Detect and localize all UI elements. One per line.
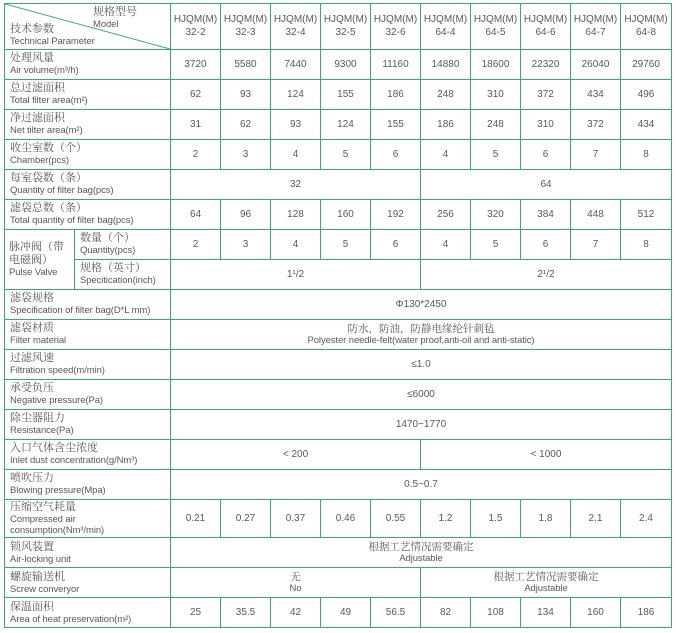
value-cell: 3720: [171, 50, 221, 80]
model-name: HJQM(M): [373, 14, 418, 25]
value-cell: 256: [421, 200, 471, 230]
value-cell: 0.55: [371, 500, 421, 538]
value-cell: 5: [471, 230, 521, 260]
label-zh: 喷吹压力: [10, 472, 54, 485]
model-name: HJQM(M): [473, 14, 518, 25]
value-cell: 108: [471, 598, 521, 628]
label-zh: 每室袋数（条）: [10, 172, 87, 185]
value-cell: 82: [421, 598, 471, 628]
label-zh: 总过滤面积: [10, 82, 65, 95]
value-cell: 4: [271, 140, 321, 170]
value-cell-32-series: 32: [171, 170, 421, 200]
value-cell: 155: [371, 110, 421, 140]
value-cell: 4: [271, 230, 321, 260]
value-cell: 7: [571, 140, 621, 170]
value-cell-64-series: 2¹/2: [421, 260, 672, 290]
row-bags-per-chamber: [5, 170, 672, 200]
corner-model-zh: 规格型号: [93, 6, 137, 18]
value-cell: 1.8: [521, 500, 571, 538]
row-label-heat-preservation: [5, 598, 171, 628]
value-cell: 8: [621, 230, 672, 260]
row-filter-material: [5, 320, 672, 350]
row-label-air-locking: [5, 538, 171, 568]
column-header-model-64-4: [421, 4, 471, 50]
model-name: HJQM(M): [624, 14, 668, 25]
label-en: Pulse Valve: [9, 266, 58, 278]
label-en: Air-locking unit: [10, 553, 71, 565]
label-en: Area of heat preservation(m²): [10, 613, 132, 625]
label-en: Negative pressure(Pa): [10, 395, 103, 407]
row-label-chamber: [5, 140, 171, 170]
value-cell: 4: [421, 140, 471, 170]
value-cell: 14880: [421, 50, 471, 80]
technical-parameter-table: [4, 3, 672, 628]
row-label-total-filter-area: [5, 80, 171, 110]
label-en: Blowing pressure(Mpa): [10, 485, 106, 497]
model-code: 32-4: [285, 26, 306, 38]
label-en: Specification of filter bag(D*L mm): [10, 305, 151, 317]
label-en: Filter material: [10, 335, 67, 347]
model-code: 32-6: [385, 26, 406, 38]
value-cell: 512: [621, 200, 672, 230]
row-screw-conveyor: [5, 568, 672, 598]
value-cell: 2: [171, 230, 221, 260]
row-air-consumption: [5, 500, 672, 538]
row-label-bag-spec: [5, 290, 171, 320]
model-name: HJQM(M): [323, 14, 368, 25]
value-cell-full: ≤1.0: [171, 350, 672, 380]
value-cell: 49: [321, 598, 371, 628]
model-name: HJQM(M): [573, 14, 618, 25]
value-cell: 56.5: [371, 598, 421, 628]
label-en: Air volume(m³/h): [10, 65, 79, 77]
row-air-locking: [5, 538, 672, 568]
column-header-model-64-8: [621, 4, 672, 50]
value-cell-full: 0.5~0.7: [171, 470, 672, 500]
model-name: HJQM(M): [173, 14, 218, 25]
label-zh: 保温面积: [10, 600, 54, 613]
value-cell: 192: [371, 200, 421, 230]
value-zh: 无: [290, 571, 301, 584]
value-cell: 25: [171, 598, 221, 628]
value-cell-64-series: 64: [421, 170, 672, 200]
label-en: Inlet dust concentration(g/Nm³): [10, 455, 138, 467]
value-cell-64-series: [421, 568, 672, 598]
value-cell: 5: [321, 230, 371, 260]
row-label-total-bags: [5, 200, 171, 230]
value-cell: 2.1: [571, 500, 621, 538]
row-net-filter-area: [5, 110, 672, 140]
corner-parameter-label: [10, 23, 95, 47]
value-cell: 310: [521, 110, 571, 140]
label-zh: 规格（英寸）: [80, 262, 146, 275]
label-zh: 处理风量: [10, 52, 54, 65]
value-cell: 0.27: [221, 500, 271, 538]
value-cell: 26040: [571, 50, 621, 80]
row-pulse-valve-quantity: [5, 230, 672, 260]
value-cell: 5: [471, 140, 521, 170]
value-cell: 5: [321, 140, 371, 170]
column-header-model-32-2: [171, 4, 221, 50]
label-zh: 滤袋材质: [10, 322, 54, 335]
value-cell-full: Φ130*2450: [171, 290, 672, 320]
row-inlet-dust: [5, 440, 672, 470]
label-zh: 过滤风速: [10, 352, 54, 365]
value-cell: 248: [471, 110, 521, 140]
value-cell: 22320: [521, 50, 571, 80]
value-zh: 根据工艺情况需要确定: [368, 541, 474, 554]
value-cell: 448: [571, 200, 621, 230]
value-cell-64-series: < 1000: [421, 440, 672, 470]
value-cell: 42: [271, 598, 321, 628]
value-cell: 6: [371, 140, 421, 170]
corner-model-en: Model: [93, 18, 119, 30]
value-cell-full: [171, 538, 672, 568]
value-cell: 7: [571, 230, 621, 260]
value-cell: 93: [221, 80, 271, 110]
row-filtration-speed: [5, 350, 672, 380]
label-zh: 入口气体含尘浓度: [10, 442, 98, 455]
value-cell: 186: [621, 598, 672, 628]
label-zh: 承受负压: [10, 382, 54, 395]
value-en: Adjustable: [399, 553, 443, 565]
value-cell: 128: [271, 200, 321, 230]
label-zh: 锁风装置: [10, 540, 54, 553]
value-cell: 64: [171, 200, 221, 230]
row-total-bags: [5, 200, 672, 230]
value-cell: 8: [621, 140, 672, 170]
value-en: Polyester needle-felt(water proof,anti-oil and anti-static): [307, 335, 535, 347]
value-cell: 0.46: [321, 500, 371, 538]
row-label-air-consumption: [5, 500, 171, 538]
row-label-pulse-valve: [5, 230, 75, 290]
value-cell: 62: [171, 80, 221, 110]
value-cell: 6: [371, 230, 421, 260]
row-sublabel-pulse-valve-spec: [75, 260, 171, 290]
row-pulse-valve-spec: [5, 260, 672, 290]
value-cell: 310: [471, 80, 521, 110]
row-heat-preservation: [5, 598, 672, 628]
value-cell: 372: [521, 80, 571, 110]
value-cell: 160: [571, 598, 621, 628]
value-en: No: [289, 583, 302, 595]
value-cell-32-series: [171, 568, 421, 598]
label-en: Total quantity of filter bag(pcs): [10, 215, 134, 227]
label-zh: 滤袋总数（条）: [10, 202, 87, 215]
value-cell: 4: [421, 230, 471, 260]
corner-parameter-en: Technical Parameter: [10, 35, 95, 47]
value-cell: 1.5: [471, 500, 521, 538]
column-header-model-32-4: [271, 4, 321, 50]
value-cell-32-series: 1¹/2: [171, 260, 421, 290]
label-en: Quantity of filter bag(pcs): [10, 185, 114, 197]
label-en: Screw converyor: [10, 583, 80, 595]
value-cell: 384: [521, 200, 571, 230]
corner-header-cell: [5, 4, 171, 50]
corner-model-label: [93, 6, 137, 30]
value-cell-full: [171, 320, 672, 350]
label-zh: 收尘室数（个）: [10, 142, 87, 155]
value-cell: 124: [321, 110, 371, 140]
column-header-model-64-5: [471, 4, 521, 50]
value-cell: 9300: [321, 50, 371, 80]
label-zh: 滤袋规格: [10, 292, 54, 305]
value-cell: 6: [521, 230, 571, 260]
row-label-net-filter-area: [5, 110, 171, 140]
label-en: Chamber(pcs): [10, 155, 69, 167]
value-cell: 2.4: [621, 500, 672, 538]
value-cell: 372: [571, 110, 621, 140]
row-label-bags-per-chamber: [5, 170, 171, 200]
value-cell: 248: [421, 80, 471, 110]
model-name: HJQM(M): [273, 14, 318, 25]
value-cell: 62: [221, 110, 271, 140]
row-chamber: [5, 140, 672, 170]
model-code: 64-6: [535, 26, 556, 38]
row-label-negative-pressure: [5, 380, 171, 410]
row-negative-pressure: [5, 380, 672, 410]
value-zh: 防水，防油，防静电缘纶针刺毡: [347, 322, 495, 335]
value-cell: 96: [221, 200, 271, 230]
label-en: Quantity(pcs): [80, 245, 136, 257]
value-cell-full: 1470~1770: [171, 410, 672, 440]
model-code: 64-5: [485, 26, 506, 38]
row-air-volume: [5, 50, 672, 80]
column-header-model-32-3: [221, 4, 271, 50]
value-cell: 7440: [271, 50, 321, 80]
label-zh: 数量（个）: [80, 232, 135, 245]
label-en: Specitication(inch): [80, 275, 156, 287]
label-en: Filtration speed(m/min): [10, 365, 105, 377]
row-label-filtration-speed: [5, 350, 171, 380]
value-cell: 134: [521, 598, 571, 628]
label-en: Total filter area(m²): [10, 95, 88, 107]
label-zh: 压缩空气耗量: [10, 501, 76, 513]
value-cell: 35.5: [221, 598, 271, 628]
row-label-resistance: [5, 410, 171, 440]
value-cell: 31: [171, 110, 221, 140]
model-code: 64-8: [635, 26, 656, 38]
value-cell: 160: [321, 200, 371, 230]
value-cell: 496: [621, 80, 672, 110]
label-zh: 脉冲阀（带电磁阀）: [9, 240, 64, 266]
row-resistance: [5, 410, 672, 440]
row-label-blowing-pressure: [5, 470, 171, 500]
model-code: 64-4: [435, 26, 456, 38]
value-cell: 1.2: [421, 500, 471, 538]
value-cell: 0.21: [171, 500, 221, 538]
label-en: Resistance(Pa): [10, 425, 74, 437]
model-code: 32-2: [185, 26, 206, 38]
value-cell: 6: [521, 140, 571, 170]
row-label-screw-conveyor: [5, 568, 171, 598]
row-total-filter-area: [5, 80, 672, 110]
value-cell: 434: [571, 80, 621, 110]
value-cell: 320: [471, 200, 521, 230]
value-cell: 93: [271, 110, 321, 140]
value-zh: 根据工艺情况需要确定: [493, 571, 599, 584]
value-cell: 3: [221, 140, 271, 170]
value-cell-32-series: < 200: [171, 440, 421, 470]
label-zh: 净过滤面积: [10, 112, 65, 125]
value-cell: 186: [421, 110, 471, 140]
row-label-inlet-dust: [5, 440, 171, 470]
label-zh: 螺旋输送机: [10, 570, 65, 583]
label-zh: 除尘器阻力: [10, 412, 65, 425]
value-cell: 0.37: [271, 500, 321, 538]
column-header-model-32-5: [321, 4, 371, 50]
header-row: [5, 4, 672, 50]
value-cell: 155: [321, 80, 371, 110]
value-cell: 3: [221, 230, 271, 260]
model-code: 32-5: [335, 26, 356, 38]
model-name: HJQM(M): [223, 14, 268, 25]
row-bag-spec: [5, 290, 672, 320]
value-cell: 29760: [621, 50, 672, 80]
model-name: HJQM(M): [523, 14, 568, 25]
value-cell: 434: [621, 110, 672, 140]
model-code: 64-7: [585, 26, 606, 38]
column-header-model-64-6: [521, 4, 571, 50]
label-en: Net tilter area(m²): [10, 125, 83, 137]
value-cell: 124: [271, 80, 321, 110]
label-en: Compressed air consumption(Nm³/min): [10, 513, 105, 537]
row-label-filter-material: [5, 320, 171, 350]
corner-parameter-zh: 技术参数: [10, 22, 54, 35]
value-cell: 186: [371, 80, 421, 110]
value-cell: 2: [171, 140, 221, 170]
row-blowing-pressure: [5, 470, 672, 500]
value-cell: 11160: [371, 50, 421, 80]
row-sublabel-pulse-valve-quantity: [75, 230, 171, 260]
value-cell-full: ≤6000: [171, 380, 672, 410]
column-header-model-64-7: [571, 4, 621, 50]
value-en: Adjustable: [524, 583, 568, 595]
column-header-model-32-6: [371, 4, 421, 50]
row-label-air-volume: [5, 50, 171, 80]
value-cell: 18600: [471, 50, 521, 80]
model-name: HJQM(M): [423, 14, 468, 25]
model-code: 32-3: [235, 26, 256, 38]
value-cell: 5580: [221, 50, 271, 80]
